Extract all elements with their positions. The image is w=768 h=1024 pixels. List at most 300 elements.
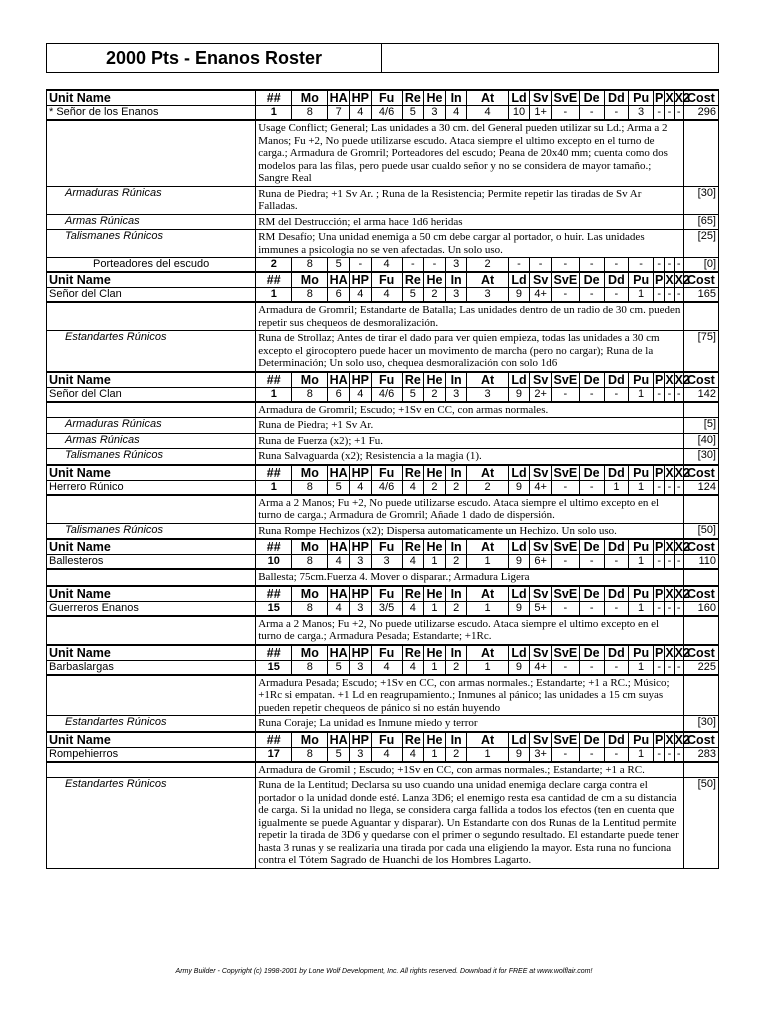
header-cell: In	[445, 645, 467, 661]
stat-cell: -	[665, 747, 674, 762]
stat-cell: 4	[349, 480, 371, 495]
stat-cell: 17	[256, 747, 292, 762]
header-cell: De	[579, 90, 604, 106]
item-text: RM Desafío; Una unidad enemiga a 50 cm debe cargar al portador, o huir. Las unidades immunes a psicologia no se ven afectadas. Un solo uso.	[256, 230, 684, 258]
header-cell: HP	[349, 465, 371, 481]
header-cell: P	[654, 91, 664, 105]
stat-cell: -	[530, 258, 552, 273]
stat-cell: 1	[467, 660, 508, 675]
stat-cell: -	[579, 106, 604, 121]
header-cell: In	[445, 465, 467, 481]
stat-cell: 1	[256, 288, 292, 303]
stat-cell: 6	[328, 387, 350, 402]
header-cell: Ld	[508, 586, 530, 602]
header-cell: Pu	[629, 539, 654, 555]
item-text: Runa Rompe Hechizos (x2); Dispersa automaticamente un Hechizo. Un solo uso.	[256, 523, 684, 539]
header-cell: He	[424, 465, 446, 481]
stat-cell: 5	[402, 106, 424, 121]
header-cell: He	[424, 645, 446, 661]
header-cell: X2	[674, 465, 690, 480]
header-cell: Re	[402, 372, 424, 388]
header-cell: Fu	[371, 90, 402, 106]
header-cell: Mo	[292, 372, 328, 388]
header-cell: Re	[402, 90, 424, 106]
header-cell: HA	[329, 540, 348, 554]
header-cell: De	[579, 272, 604, 288]
item-label: Talismanes Rúnicos	[47, 230, 256, 258]
stat-cell: 5	[402, 387, 424, 402]
stat-cell: -	[674, 106, 683, 121]
stat-cell: 15	[256, 660, 292, 675]
item-label: Estandartes Rúnicos	[47, 778, 256, 869]
header-cell: ##	[256, 539, 292, 555]
stat-cell: 2+	[530, 387, 552, 402]
header-cell: SvE	[551, 539, 579, 555]
unit-name: Guerreros Enanos	[47, 601, 256, 616]
header-cell: Sv	[530, 372, 552, 388]
footer-copyright: Army Builder - Copyright (c) 1998-2001 by Lone Wolf Development, Inc. All rights reserved. Download it for FREE at www.wolflair.com!	[175, 968, 593, 975]
header-cell: Dd	[604, 90, 629, 106]
stat-cell: 5	[328, 258, 350, 273]
header-cell: SvE	[551, 465, 579, 481]
header-cell: He	[424, 732, 446, 748]
unit-item-row	[47, 186, 719, 214]
unit-description: Armadura de Gromil ; Escudo; +1Sv en CC, con armas normales.; Estandarte; +1 a RC.	[256, 762, 684, 778]
stat-cell: 9	[508, 387, 530, 402]
stat-cell: -	[551, 660, 579, 675]
stat-cell: 2	[467, 480, 508, 495]
stat-cell: 3	[629, 106, 654, 121]
item-cost: [5]	[683, 418, 718, 434]
stat-cell: -	[653, 387, 664, 402]
stat-cell: 4	[371, 747, 402, 762]
header-cell: P	[654, 732, 664, 747]
header-cell: Fu	[371, 645, 402, 661]
unit-stats-row	[47, 288, 719, 303]
header-cell: Sv	[530, 90, 552, 106]
stat-cell: 2	[445, 747, 467, 762]
header-cell: Pu	[629, 645, 654, 661]
stat-cell: 4/6	[371, 387, 402, 402]
header-cell: Sv	[530, 272, 552, 288]
header-cell: Re	[402, 465, 424, 481]
header-cell: Mo	[292, 586, 328, 602]
header-cell: Unit Name	[47, 645, 256, 661]
stat-cell: -	[579, 480, 604, 495]
stat-cell: 4	[402, 480, 424, 495]
stat-cell: -	[665, 480, 674, 495]
stat-cell: 2	[424, 288, 446, 303]
item-label: Armaduras Rúnicas	[47, 186, 256, 214]
unit-item-row	[47, 433, 719, 449]
stat-cell: 9	[508, 660, 530, 675]
header-cell: Ld	[508, 372, 530, 388]
header-cell: De	[579, 732, 604, 748]
stat-cell: 1	[256, 387, 292, 402]
stat-cell: 1	[629, 601, 654, 616]
header-cell: Re	[402, 272, 424, 288]
header-cell: At	[467, 586, 508, 602]
item-cost: [30]	[683, 186, 718, 214]
header-cell: X2	[674, 645, 690, 660]
unit-stats-row	[47, 601, 719, 616]
header-cell: X	[665, 586, 674, 601]
header-cell: Sv	[530, 732, 552, 748]
unit-cost: 160	[683, 601, 718, 616]
unit-header-row	[47, 372, 719, 388]
stat-cell: 3	[467, 288, 508, 303]
stat-cell: 4	[371, 660, 402, 675]
unit-description-row	[47, 675, 719, 716]
stat-cell: -	[579, 747, 604, 762]
header-cell: Ld	[508, 272, 530, 288]
header-cell: X	[665, 372, 674, 387]
header-cell: Pu	[629, 372, 654, 388]
header-cell: Sv	[530, 645, 552, 661]
stat-cell: -	[653, 601, 664, 616]
stat-cell: 8	[292, 387, 328, 402]
stat-cell: 9	[508, 555, 530, 570]
stat-cell: 1	[629, 555, 654, 570]
header-cell: HA	[329, 586, 348, 601]
stat-cell: -	[665, 601, 674, 616]
header-cell: Ld	[508, 465, 530, 481]
stat-cell: 4	[328, 601, 350, 616]
stat-cell: 10	[508, 106, 530, 121]
stat-cell: 3	[445, 258, 467, 273]
stat-cell: 8	[292, 660, 328, 675]
header-cell: Pu	[629, 465, 654, 481]
header-cell: Unit Name	[47, 465, 256, 481]
stat-cell: 8	[292, 747, 328, 762]
stat-cell: 9	[508, 747, 530, 762]
stat-cell: -	[674, 747, 683, 762]
stat-cell: 5	[402, 288, 424, 303]
header-cell: X2	[674, 540, 690, 554]
stat-cell: 4	[402, 660, 424, 675]
substats-cost: [0]	[683, 258, 718, 273]
unit-header-row	[47, 90, 719, 106]
header-cell: Ld	[508, 732, 530, 748]
header-cell: ##	[256, 586, 292, 602]
stat-cell: -	[674, 555, 683, 570]
header-cell: At	[467, 539, 508, 555]
header-cell: Re	[402, 539, 424, 555]
stat-cell: 4+	[530, 288, 552, 303]
stat-cell: -	[579, 601, 604, 616]
header-cell: X2	[674, 273, 690, 287]
header-cell: HA	[329, 372, 348, 387]
header-cell: P	[654, 372, 664, 387]
item-text: Runa Coraje; La unidad es Inmune miedo y terror	[256, 716, 684, 732]
item-cost: [50]	[683, 523, 718, 539]
header-cell: HP	[349, 372, 371, 388]
header-cell: At	[467, 465, 508, 481]
stat-cell: 1+	[530, 106, 552, 121]
unit-item-row	[47, 778, 719, 869]
stat-cell: 1	[256, 106, 292, 121]
header-cell: Mo	[292, 272, 328, 288]
stat-cell: -	[629, 258, 654, 273]
stat-cell: -	[579, 555, 604, 570]
unit-cost: 296	[683, 106, 718, 121]
stat-cell: -	[551, 480, 579, 495]
header-cell: X2	[674, 732, 690, 747]
header-cell: Pu	[629, 272, 654, 288]
item-text: Runa de Strollaz; Antes de tirar el dado para ver quien empieza, todas las unidades a 30 cm excepto el girocoptero puede hacer un movimento de marcha (pero no cargar); Runa de la Determinación; Un solo uso, chequea desmoralización con solo 1d6	[256, 331, 684, 372]
stat-cell: 4	[349, 288, 371, 303]
item-cost: [75]	[683, 331, 718, 372]
unit-item-row	[47, 523, 719, 539]
stat-cell: 1	[467, 747, 508, 762]
stat-cell: 9	[508, 288, 530, 303]
stat-cell: 10	[256, 555, 292, 570]
header-cell: Ld	[508, 90, 530, 106]
stat-cell: -	[508, 258, 530, 273]
stat-cell: -	[604, 747, 629, 762]
header-cell: De	[579, 645, 604, 661]
item-cost: [65]	[683, 214, 718, 230]
substats-name: Porteadores del escudo	[47, 258, 256, 273]
stat-cell: 2	[256, 258, 292, 273]
stat-cell: 3	[349, 555, 371, 570]
stat-cell: 8	[292, 480, 328, 495]
stat-cell: 9	[508, 480, 530, 495]
stat-cell: -	[579, 258, 604, 273]
header-cell: ##	[256, 272, 292, 288]
header-cell: Fu	[371, 272, 402, 288]
unit-name: Señor del Clan	[47, 387, 256, 402]
stat-cell: 1	[424, 555, 446, 570]
item-text: RM del Destrucción; el arma hace 1d6 heridas	[256, 214, 684, 230]
stat-cell: -	[653, 258, 664, 273]
stat-cell: -	[653, 480, 664, 495]
header-cell: X	[665, 465, 674, 480]
stat-cell: 5+	[530, 601, 552, 616]
stat-cell: -	[551, 747, 579, 762]
header-cell: Pu	[629, 586, 654, 602]
header-cell: He	[424, 586, 446, 602]
unit-description: Armadura de Gromril; Estandarte de Batalla; Las unidades dentro de un radio de 30 cm. pueden repetir sus chequeos de desmoralización.	[256, 302, 684, 331]
header-cell: X	[665, 540, 674, 554]
stat-cell: 2	[467, 258, 508, 273]
header-cell: P	[654, 273, 664, 287]
unit-name: Ballesteros	[47, 555, 256, 570]
item-label: Armaduras Rúnicas	[47, 418, 256, 434]
header-cell: Mo	[292, 90, 328, 106]
stat-cell: 3	[349, 660, 371, 675]
header-cell: SvE	[551, 645, 579, 661]
stat-cell: 4	[371, 258, 402, 273]
stat-cell: -	[349, 258, 371, 273]
unit-item-row	[47, 716, 719, 732]
header-cell: In	[445, 90, 467, 106]
stat-cell: -	[604, 555, 629, 570]
item-label: Talismanes Rúnicos	[47, 449, 256, 465]
header-cell: SvE	[551, 90, 579, 106]
stat-cell: -	[551, 601, 579, 616]
unit-description: Armadura de Gromril; Escudo; +1Sv en CC, con armas normales.	[256, 402, 684, 418]
stat-cell: -	[674, 288, 683, 303]
header-cell: In	[445, 732, 467, 748]
header-cell: Fu	[371, 372, 402, 388]
header-cell: ##	[256, 732, 292, 748]
stat-cell: 1	[467, 601, 508, 616]
header-cell: HP	[349, 272, 371, 288]
header-cell: He	[424, 272, 446, 288]
unit-cost: 124	[683, 480, 718, 495]
header-cell: P	[654, 586, 664, 601]
unit-description: Usage Conflict; General; Las unidades a 30 cm. del General pueden utilizar su Ld.; Arma a 2 Manos; Fu +2, No puede utilizarse escudo. Ataca siempre el ultimo excepto en el turno de carga.; Armadura de Gromril; Porteadores del escudo; Peana de 20x40 mm; cuenta como dos modelos para las filas, pero puede usar cualdo señor y no se considera de mayor tamaño.; Sangre Real	[256, 120, 684, 186]
stat-cell: 4	[402, 747, 424, 762]
header-cell: ##	[256, 372, 292, 388]
unit-name: Rompehierros	[47, 747, 256, 762]
header-cell: X2	[674, 586, 690, 601]
unit-cost: 110	[683, 555, 718, 570]
stat-cell: 2	[445, 555, 467, 570]
stat-cell: 9	[508, 601, 530, 616]
stat-cell: 1	[629, 288, 654, 303]
header-cell: HP	[349, 732, 371, 748]
item-text: Runa Salvaguarda (x2); Resistencia a la magia (1).	[256, 449, 684, 465]
header-cell: HA	[329, 732, 348, 747]
stat-cell: 4/6	[371, 480, 402, 495]
header-cell: In	[445, 272, 467, 288]
unit-description-row	[47, 495, 719, 524]
stat-cell: 3	[445, 288, 467, 303]
header-cell: Re	[402, 645, 424, 661]
stat-cell: -	[653, 288, 664, 303]
stat-cell: 1	[604, 480, 629, 495]
unit-item-row	[47, 230, 719, 258]
header-cell: Mo	[292, 645, 328, 661]
header-cell: Unit Name	[47, 539, 256, 555]
header-cell: Unit Name	[47, 586, 256, 602]
stat-cell: 4+	[530, 660, 552, 675]
roster-table	[46, 89, 719, 869]
header-cell: At	[467, 90, 508, 106]
unit-description-row	[47, 569, 719, 586]
unit-header-row	[47, 645, 719, 661]
stat-cell: -	[551, 288, 579, 303]
header-cell: Dd	[604, 372, 629, 388]
stat-cell: 3	[371, 555, 402, 570]
stat-cell: -	[402, 258, 424, 273]
stat-cell: -	[665, 660, 674, 675]
stat-cell: -	[551, 555, 579, 570]
stat-cell: -	[674, 601, 683, 616]
header-cell: HP	[349, 90, 371, 106]
header-cell: Dd	[604, 272, 629, 288]
unit-name: Herrero Rúnico	[47, 480, 256, 495]
stat-cell: -	[653, 106, 664, 121]
header-cell: Pu	[629, 732, 654, 748]
header-cell: SvE	[551, 372, 579, 388]
unit-header-row	[47, 732, 719, 748]
header-cell: X2	[674, 372, 690, 387]
item-label: Armas Rúnicas	[47, 433, 256, 449]
unit-cost: 225	[683, 660, 718, 675]
stat-cell: -	[653, 660, 664, 675]
header-cell: Fu	[371, 732, 402, 748]
stat-cell: 4	[445, 106, 467, 121]
stat-cell: 4+	[530, 480, 552, 495]
stat-cell: 3	[445, 387, 467, 402]
stat-cell: 8	[292, 555, 328, 570]
header-cell: At	[467, 372, 508, 388]
header-cell: Sv	[530, 586, 552, 602]
unit-description-row	[47, 120, 719, 186]
stat-cell: 4	[467, 106, 508, 121]
header-cell: He	[424, 372, 446, 388]
header-cell: Unit Name	[47, 372, 256, 388]
stat-cell: 5	[328, 660, 350, 675]
stat-cell: 6+	[530, 555, 552, 570]
header-cell: P	[654, 465, 664, 480]
unit-description: Ballesta; 75cm.Fuerza 4. Mover o disparar.; Armadura Ligera	[256, 569, 684, 586]
unit-item-row	[47, 214, 719, 230]
item-text: Runa de la Lentitud; Declarsa su uso cuando una unidad enemiga declare carga contra el portador o la unidad donde esté. Lanza 3D6; el enemigo resta esa cantidad de cm a su distancia de carga. Si la unidad no llega, se considera carga fallida a todos los efectos (ten en cuenta que igualmente se puede Aguantar y disparar). Un Estandarte con dos Runas de la Lentitud permite repetir la tirada de 3D6 y quedarse con el primer o segundo resultado. El estandarte puede tener hasta 3 runas y se realizaria una tirada por cada una eligiendo la mayor. Esta runa no funciona contra el Tótem Sagrado de Huanchi de los Hombres Lagarto.	[256, 778, 684, 869]
header-cell: Unit Name	[47, 272, 256, 288]
header-cell: Dd	[604, 539, 629, 555]
unit-item-row	[47, 418, 719, 434]
header-cell: Cost	[683, 465, 718, 481]
header-cell: In	[445, 586, 467, 602]
header-cell: HA	[329, 645, 348, 660]
unit-cost: 165	[683, 288, 718, 303]
unit-item-row	[47, 449, 719, 465]
header-cell: Cost	[683, 645, 718, 661]
unit-header-row	[47, 539, 719, 555]
header-cell: In	[445, 539, 467, 555]
unit-header-row	[47, 465, 719, 481]
header-cell: Sv	[530, 465, 552, 481]
header-cell: Dd	[604, 465, 629, 481]
unit-stats-row	[47, 480, 719, 495]
header-cell: De	[579, 586, 604, 602]
header-cell: Dd	[604, 586, 629, 602]
header-cell: Fu	[371, 465, 402, 481]
unit-stats-row	[47, 555, 719, 570]
header-cell: Cost	[683, 586, 718, 602]
stat-cell: -	[674, 387, 683, 402]
header-cell: X	[665, 732, 674, 747]
header-cell: De	[579, 539, 604, 555]
header-cell: SvE	[551, 272, 579, 288]
header-cell: In	[445, 372, 467, 388]
stat-cell: 1	[629, 480, 654, 495]
stat-cell: -	[579, 660, 604, 675]
item-label: Estandartes Rúnicos	[47, 331, 256, 372]
header-cell: De	[579, 372, 604, 388]
unit-description-row	[47, 402, 719, 418]
stat-cell: 4	[349, 387, 371, 402]
item-cost: [40]	[683, 433, 718, 449]
header-cell: Cost	[683, 90, 718, 106]
unit-description: Arma a 2 Manos; Fu +2, No puede utilizarse escudo. Ataca siempre el ultimo excepto en el turno de carga.; Armadura Pesada; Estandarte; +1Rc.	[256, 616, 684, 645]
stat-cell: 3	[349, 747, 371, 762]
header-cell: Mo	[292, 539, 328, 555]
header-cell: Mo	[292, 465, 328, 481]
stat-cell: -	[604, 258, 629, 273]
stat-cell: -	[424, 258, 446, 273]
stat-cell: -	[674, 660, 683, 675]
item-label: Estandartes Rúnicos	[47, 716, 256, 732]
stat-cell: -	[579, 288, 604, 303]
stat-cell: 2	[424, 387, 446, 402]
stat-cell: -	[579, 387, 604, 402]
header-cell: X	[665, 91, 674, 105]
